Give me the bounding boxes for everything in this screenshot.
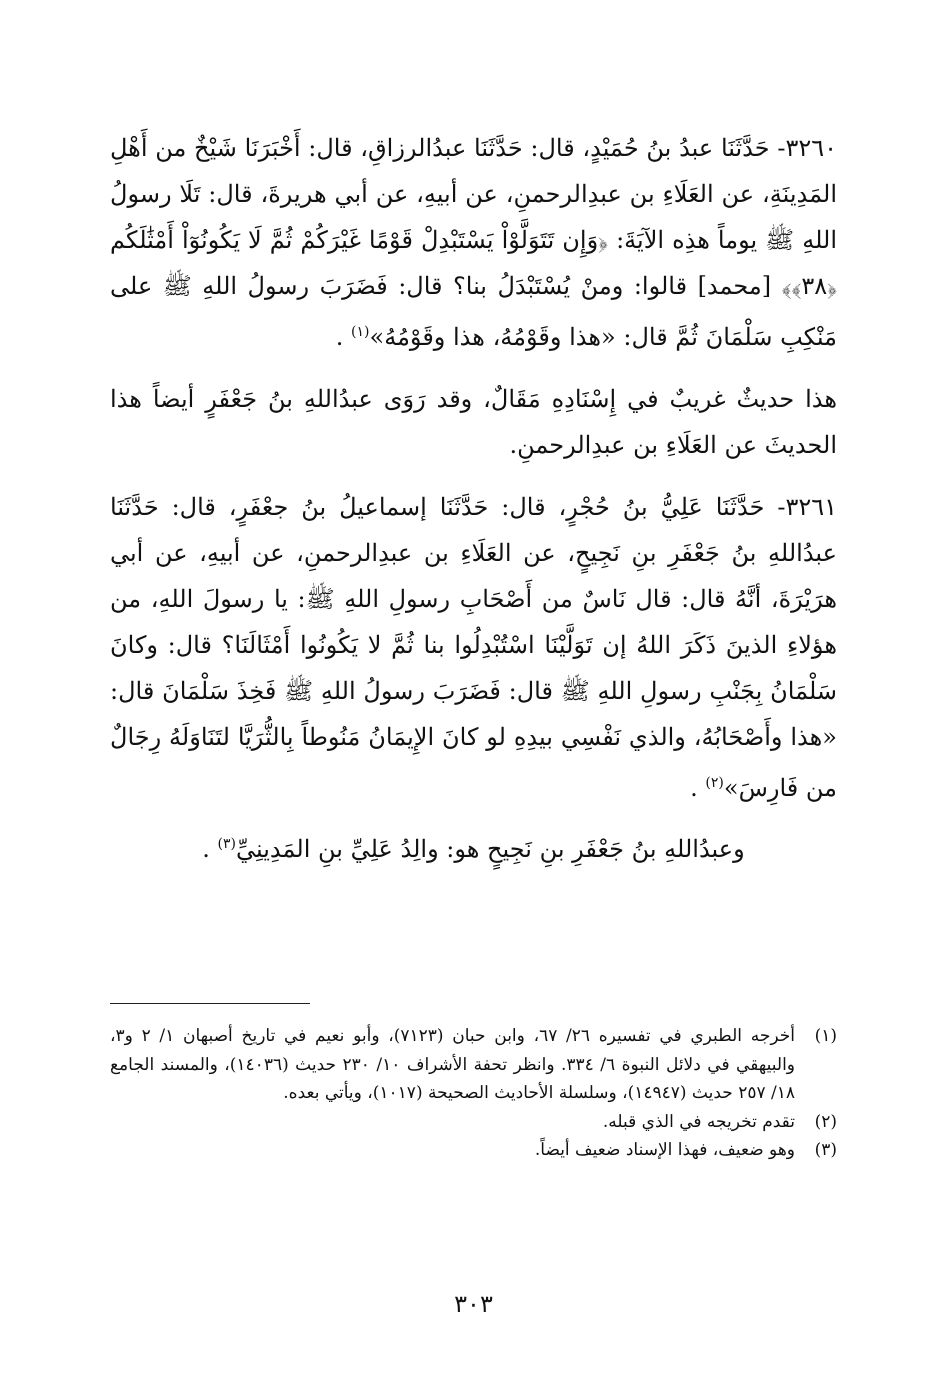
paragraph-text: هذا حديثٌ غريبٌ في إِسْنَادِهِ مَقَالٌ، وقد رَوَى عبدُاللهِ بنُ جَعْفَرٍ أيضاً هذا الحديثَ عن العَلَاءِ بن عبدِالرحمنِ.	[110, 385, 837, 459]
footnote-text: أخرجه الطبري في تفسيره ٢٦/ ٦٧، وابن حبان (٧١٢٣)، وأبو نعيم في تاريخ أصبهان ١/ ٢ و٣، والبيهقي في دلائل النبوة ٦/ ٣٣٤. وانظر تحفة الأشراف ١٠/ ٢٣٠ حديث (١٤٠٣٦)، والمسند الجامع ١٨/ ٢٥٧ حديث (١٤٩٤٧)، وسلسلة الأحاديث الصحيحة (١٠١٧)، ويأتي بعده.	[110, 1026, 796, 1103]
footnote-ref-1: (١)	[351, 324, 370, 340]
paragraph-tail: .	[690, 774, 706, 802]
footnote-ref-2: (٢)	[705, 775, 724, 791]
main-text	[110, 125, 837, 872]
paragraph-text: ٣٢٦٠- حَدَّثَنَا عبدُ بنُ حُمَيْدٍ، قال: حَدَّثَنَا عبدُالرزاقِ، قال: أَخْبَرَنَا شَيْخٌ من أَهْلِ المَدِينَةِ، عن العَلَاءِ بن عبدِالرحمنِ، عن أبيهِ، عن أبي هريرةَ، قال: تَلَا رسولُ اللهِ ﷺ يوماً هذِه الآيَةَ: ﴿وَإِن تَتَوَلَّوْاْ يَسْتَبْدِلْ قَوْمًا غَيْرَكُمْ ثُمَّ لَا يَكُونُوٓاْ أَمْثَٰلَكُم ﴿٣٨﴾﴾ [محمد] قالوا: ومنْ يُسْتَبْدَلُ بنا؟ قال: فَضَرَبَ رسولُ اللهِ ﷺ على مَنْكِبِ سَلْمَانَ ثُمَّ قال: «هذا وقَوْمُهُ، هذا وقَوْمُهُ»	[110, 134, 837, 351]
footnote-separator	[110, 1003, 310, 1004]
footnote-number: (٣)	[814, 1140, 837, 1160]
footnote-1	[110, 1022, 837, 1108]
paragraph-text: ٣٢٦١- حَدَّثَنَا عَلِيُّ بنُ حُجْرٍ، قال: حَدَّثَنَا إسماعيلُ بنُ جعْفَرٍ، قال: حَدَّثَنَا عبدُاللهِ بنُ جَعْفَرِ بنِ نَجِيحٍ، عن العَلَاءِ بن عبدِالرحمنِ، عن أبيهِ، عن أبي هرَيْرَةَ، أنَّهُ قال: قال نَاسٌ من أَصْحَابِ رسولِ اللهِ ﷺ: يا رسولَ اللهِ، من هؤلاءِ الذينَ ذَكَرَ اللهُ إن تَوَلَّيْنَا اسْتُبْدِلُوا بنا ثُمَّ لا يَكُونُوا أَمْثَالَنَا؟ قال: وكانَ سَلْمَانُ بِجَنْبِ رسولِ اللهِ ﷺ قال: فَضَرَبَ رسولُ اللهِ ﷺ فَخِذَ سَلْمَانَ قال: «هذا وأَصْحَابُهُ، والذي نَفْسِي بيدِهِ لو كانَ الإِيمَانُ مَنُوطاً بِالثُّرَيَّا لتَنَاوَلَهُ رِجَالٌ من فَارِسَ»	[110, 493, 837, 802]
footnote-3	[110, 1136, 837, 1165]
footnote-number: (١)	[814, 1026, 837, 1046]
footnote-ref-3: (٣)	[217, 836, 236, 852]
page-number: ٣٠٣	[454, 1290, 493, 1318]
paragraph-text: وعبدُاللهِ بنُ جَعْفَرِ بنِ نَجِيحٍ هو: والِدُ عَلِيِّ بنِ المَدِينِيِّ	[236, 835, 745, 863]
comment-3260-paragraph	[110, 376, 837, 468]
footnote-text: تقدم تخريجه في الذي قبله.	[602, 1111, 795, 1132]
hadith-3260-paragraph	[110, 125, 837, 360]
footnote-number: (٢)	[814, 1111, 837, 1132]
comment-3261-paragraph	[110, 821, 837, 872]
footnotes	[110, 1022, 837, 1165]
paragraph-tail: .	[335, 323, 352, 351]
footnote-text: وهو ضعيف، فهذا الإسناد ضعيف أيضاً.	[534, 1140, 795, 1160]
footnote-2	[110, 1108, 837, 1137]
hadith-3261-paragraph	[110, 484, 837, 811]
paragraph-tail: .	[202, 835, 218, 863]
